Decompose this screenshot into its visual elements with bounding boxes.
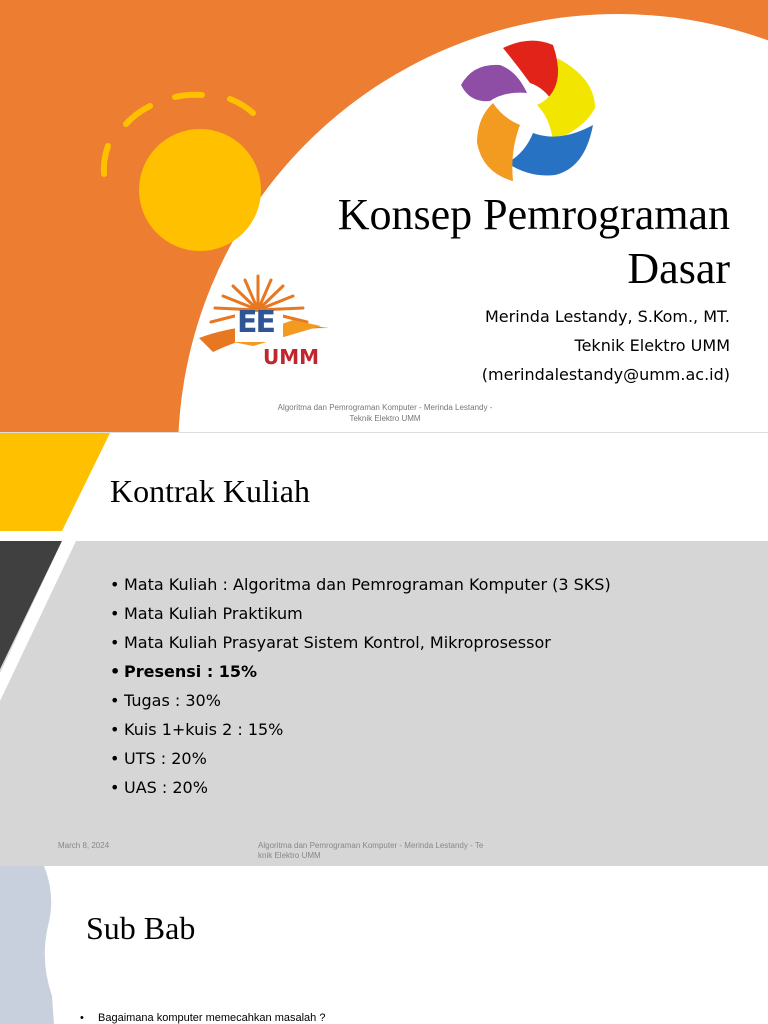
list-item-text: Bagaimana komputer memecahkan masalah ?: [98, 1012, 326, 1024]
bullet-glyph: •: [110, 604, 120, 623]
slide2-footer: [258, 841, 518, 861]
bullet-text: UAS : 20%: [124, 778, 208, 797]
bullet-glyph: •: [110, 720, 120, 739]
bullet-text: Mata Kuliah Prasyarat Sistem Kontrol, Mikroprosessor: [124, 633, 551, 652]
logo-umm-text: UMM: [263, 345, 320, 369]
bullet-text: UTS : 20%: [124, 749, 207, 768]
footer-line-1: Algoritma dan Pemrograman Komputer - Merinda Lestandy - Te: [258, 841, 484, 850]
slide1-footer: [240, 402, 530, 424]
slide-date: March 8, 2024: [58, 841, 110, 850]
footer-line-2: knik Elektro UMM: [258, 851, 321, 860]
footer-line-2: Teknik Elektro UMM: [349, 414, 421, 423]
bullet-text: Tugas : 30%: [124, 691, 221, 710]
author-name: Merinda Lestandy, S.Kom., MT.: [484, 307, 730, 326]
bullet-item: [110, 628, 611, 657]
bullet-item: [110, 570, 611, 599]
bullet-item: [110, 686, 611, 715]
title-slide: [0, 0, 768, 432]
bullet-text: Mata Kuliah : Algoritma dan Pemrograman Komputer (3 SKS): [124, 575, 611, 594]
department: Teknik Elektro UMM: [574, 336, 730, 355]
bullet-glyph: •: [110, 575, 120, 594]
slide2-title: Kontrak Kuliah: [110, 473, 310, 509]
bullet-text: Mata Kuliah Praktikum: [124, 604, 303, 623]
title-line-2: Dasar: [627, 244, 730, 293]
footer-line-1: Algoritma dan Pemrograman Komputer - Merinda Lestandy -: [277, 403, 493, 412]
kontrak-kuliah-slide: [0, 432, 768, 867]
title-line-1: Konsep Pemrograman: [337, 190, 730, 239]
logo-ee-text: [237, 307, 274, 339]
kontrak-bullet-list: [110, 570, 611, 802]
author-info: [482, 302, 730, 389]
logo-ee-letters: EE: [237, 305, 274, 340]
bullet-glyph: •: [80, 1012, 84, 1024]
bullet-item: [110, 773, 611, 802]
presentation-title: [210, 188, 730, 296]
bullet-glyph: •: [110, 662, 121, 681]
bullet-text: Kuis 1+kuis 2 : 15%: [124, 720, 284, 739]
sub-bab-slide: [0, 866, 768, 1024]
bullet-item: [110, 715, 611, 744]
author-email: (merindalestandy@umm.ac.id): [481, 365, 730, 384]
bullet-text: Presensi : 15%: [124, 662, 258, 681]
bullet-glyph: •: [110, 749, 120, 768]
bullet-glyph: •: [110, 691, 120, 710]
list-item: [80, 1012, 325, 1024]
bullet-glyph: •: [110, 778, 120, 797]
umm-pinwheel-logo: [455, 33, 605, 183]
bullet-item: [110, 657, 611, 686]
bullet-item: [110, 744, 611, 773]
bullet-glyph: •: [110, 633, 120, 652]
bullet-item: [110, 599, 611, 628]
slide3-title: Sub Bab: [86, 910, 196, 946]
